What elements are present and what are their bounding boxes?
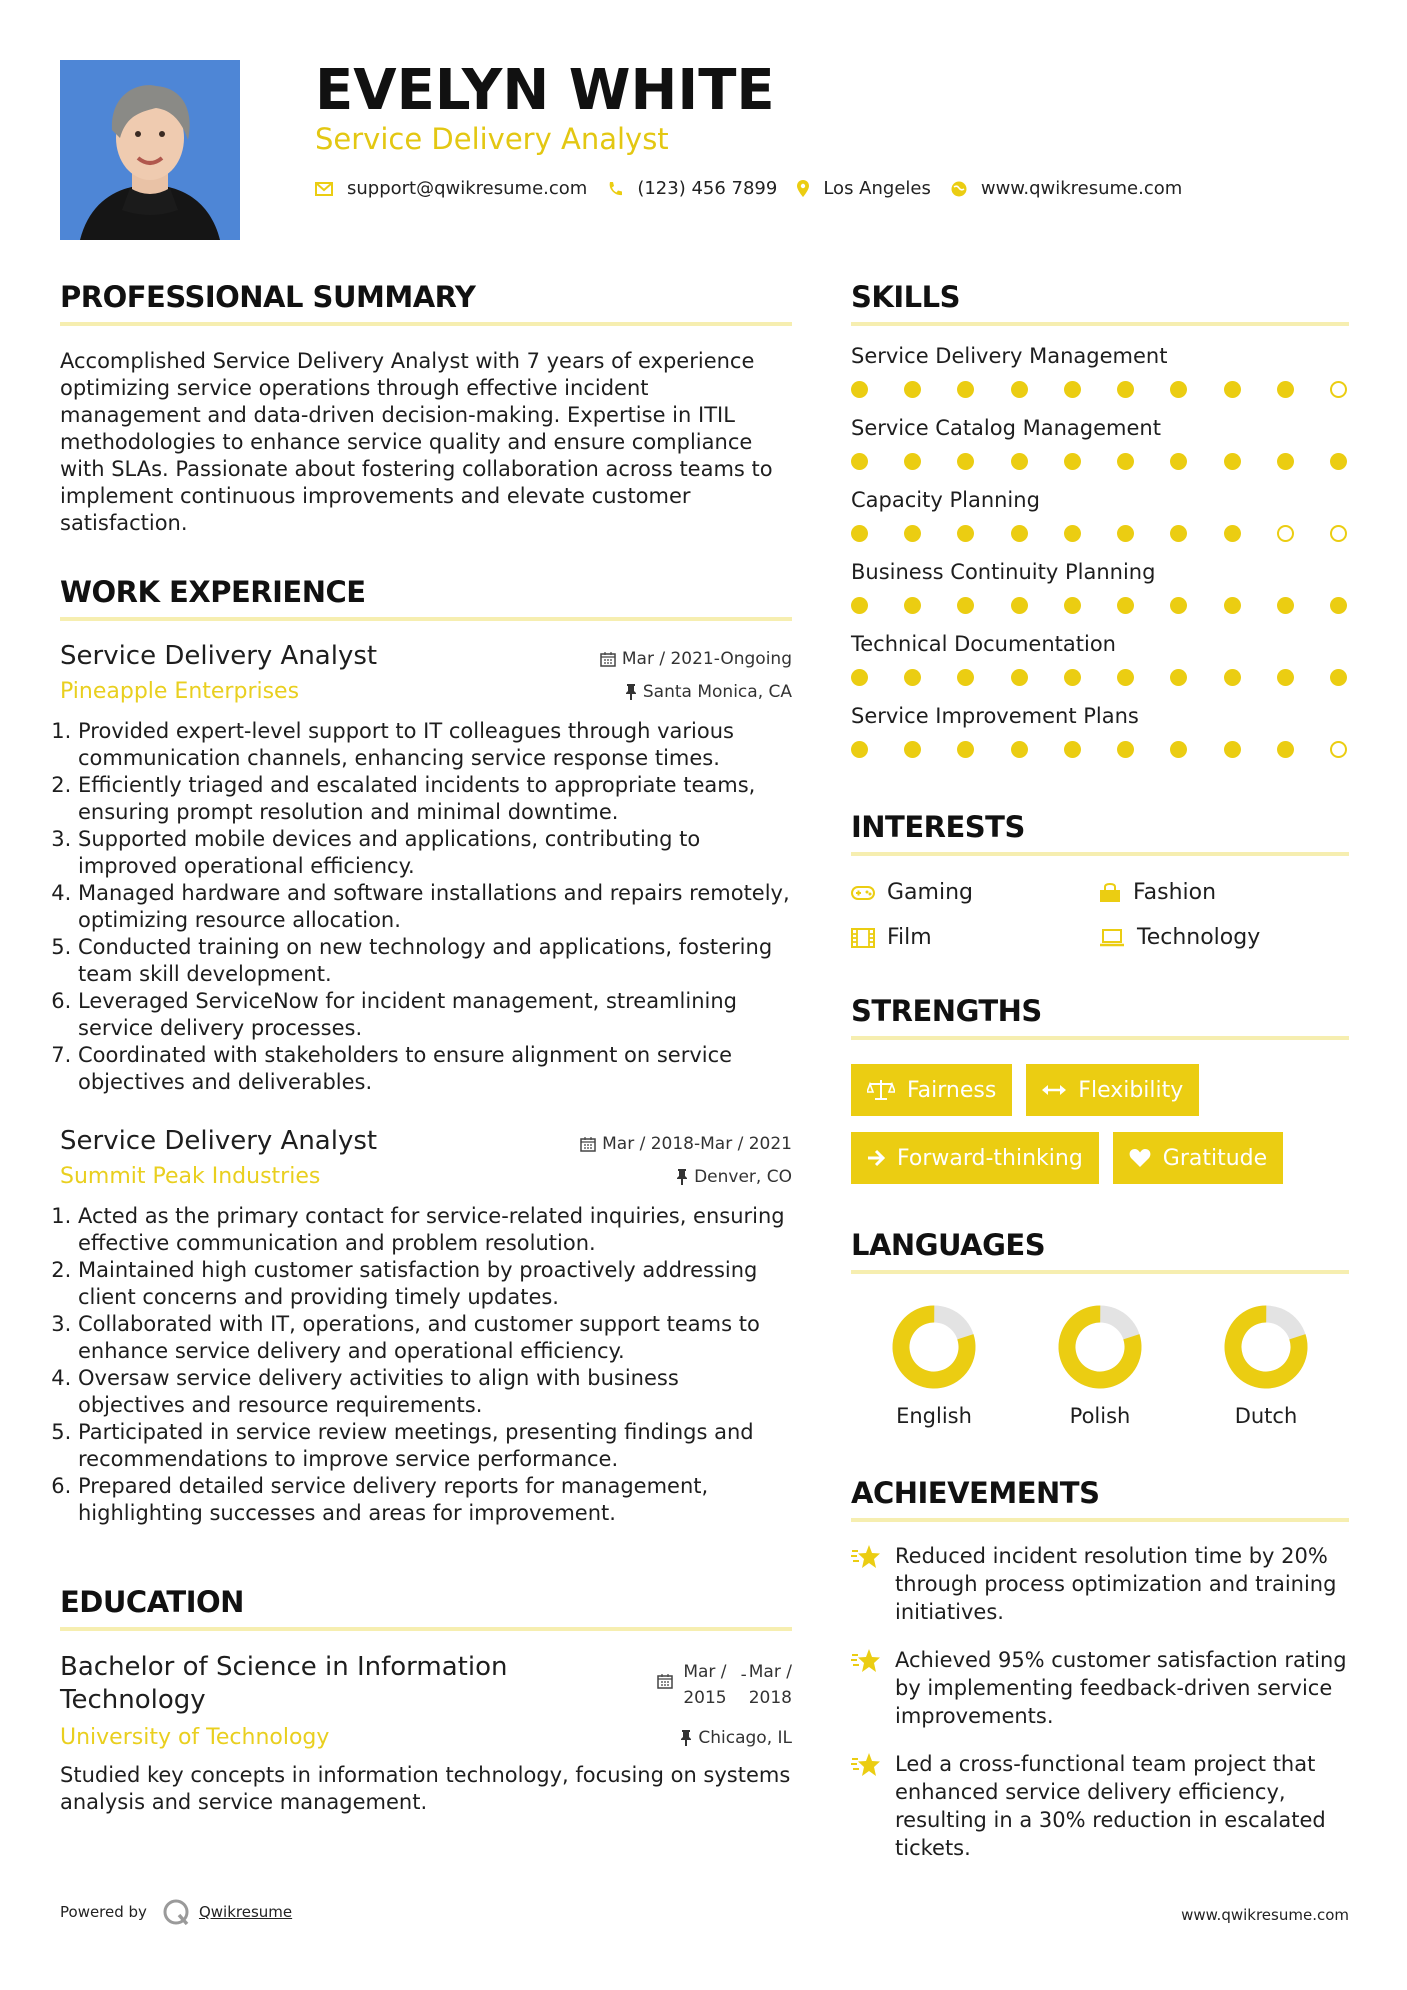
- rating-dot-empty: [1330, 525, 1347, 542]
- rating-dot-filled: [1224, 669, 1241, 686]
- strength-label: Forward-thinking: [897, 1145, 1083, 1171]
- rating-dot-empty: [1330, 741, 1347, 758]
- skill-name: Business Continuity Planning: [851, 560, 1156, 584]
- achievements-heading: ACHIEVEMENTS: [851, 1476, 1349, 1522]
- strengths-heading: STRENGTHS: [851, 994, 1349, 1040]
- contact-email[interactable]: [315, 178, 587, 199]
- rating-dot-filled: [1224, 381, 1241, 398]
- interest-label: Technology: [1137, 925, 1261, 950]
- language-item: [1017, 1304, 1183, 1428]
- rating-dot-filled: [1170, 381, 1187, 398]
- contact-bar: [315, 178, 1202, 199]
- rating-dot-filled: [1277, 453, 1294, 470]
- job-location-text: Santa Monica, CA: [642, 681, 792, 702]
- language-item: [851, 1304, 1017, 1428]
- rating-dot-filled: [904, 741, 921, 758]
- rating-dot-filled: [1170, 453, 1187, 470]
- pushpin-icon: [625, 684, 637, 700]
- bag-icon: [1099, 883, 1121, 903]
- rating-dot-filled: [1277, 381, 1294, 398]
- achievement-text: Achieved 95% customer satisfaction rating by implementing feedback-driven service improvements.: [895, 1648, 1347, 1728]
- interest-gaming: [851, 880, 1099, 905]
- language-item: [1183, 1304, 1349, 1428]
- achievement-text: Reduced incident resolution time by 20% through process optimization and training initiatives.: [895, 1544, 1337, 1624]
- strength-label: Gratitude: [1162, 1145, 1268, 1171]
- rating-dot-filled: [851, 597, 868, 614]
- achievement-item: [851, 1750, 1349, 1862]
- skill-name: Service Catalog Management: [851, 416, 1161, 440]
- profile-photo: [60, 60, 240, 240]
- languages-heading: LANGUAGES: [851, 1228, 1349, 1274]
- language-level-ring: [1057, 1304, 1143, 1390]
- rating-dot-filled: [904, 381, 921, 398]
- strength-tag: [851, 1132, 1099, 1184]
- contact-website-text: www.qwikresume.com: [980, 178, 1183, 199]
- strength-tag: [851, 1064, 1012, 1116]
- job-entry: [60, 1126, 792, 1527]
- edu-end-month: Mar /: [748, 1662, 792, 1682]
- rating-dot-filled: [1224, 597, 1241, 614]
- interests-grid: [851, 880, 1349, 950]
- job-location-text: Denver, CO: [694, 1166, 792, 1187]
- star-icon: [851, 1544, 881, 1570]
- interests-heading: INTERESTS: [851, 810, 1349, 856]
- rating-dot-filled: [1330, 597, 1347, 614]
- duty-item: 1. Acted as the primary contact for service-related inquiries, ensuring effective communication and problem resolution.: [78, 1203, 792, 1257]
- skill-name: Service Delivery Management: [851, 344, 1168, 368]
- skill-rating: [851, 525, 1347, 542]
- rating-dot-filled: [1170, 669, 1187, 686]
- rating-dot-filled: [957, 669, 974, 686]
- rating-dot-filled: [851, 453, 868, 470]
- edu-end-year: 2018: [748, 1688, 792, 1708]
- heart-icon: [1129, 1148, 1151, 1168]
- skill-row: [851, 704, 1349, 758]
- envelope-icon: [315, 182, 333, 196]
- rating-dot-filled: [1117, 597, 1134, 614]
- rating-dot-filled: [1117, 669, 1134, 686]
- company-name: Summit Peak Industries: [60, 1164, 321, 1189]
- duty-item: 6. Leveraged ServiceNow for incident management, streamlining service delivery processes.: [78, 988, 792, 1042]
- powered-by-label: Powered by: [60, 1903, 147, 1921]
- skill-row: [851, 488, 1349, 542]
- skill-row: [851, 560, 1349, 614]
- summary-heading: PROFESSIONAL SUMMARY: [60, 280, 792, 326]
- job-dates: [580, 1134, 792, 1154]
- company-name: Pineapple Enterprises: [60, 679, 300, 704]
- rating-dot-filled: [1277, 741, 1294, 758]
- rating-dot-filled: [1011, 453, 1028, 470]
- rating-dot-filled: [1330, 669, 1347, 686]
- calendar-icon: [580, 1136, 596, 1152]
- job-title: Service Delivery Analyst: [60, 641, 378, 671]
- education-entry: [60, 1651, 792, 1816]
- duty-item: 2. Maintained high customer satisfaction by proactively addressing client concerns and providing timely updates.: [78, 1257, 792, 1311]
- calendar-icon: [600, 651, 616, 667]
- rating-dot-filled: [957, 381, 974, 398]
- duty-list: [60, 718, 792, 1096]
- rating-dot-empty: [1330, 381, 1347, 398]
- job-entry: [60, 641, 792, 1096]
- skill-name: Service Improvement Plans: [851, 704, 1139, 728]
- contact-email-text: support@qwikresume.com: [347, 178, 588, 199]
- left-column: [60, 280, 792, 1816]
- skill-name: Capacity Planning: [851, 488, 1040, 512]
- strength-tag: [1113, 1132, 1283, 1184]
- rating-dot-filled: [904, 597, 921, 614]
- footer-site[interactable]: www.qwikresume.com: [1181, 1906, 1349, 1924]
- right-column: [851, 280, 1349, 1862]
- language-level-ring: [1223, 1304, 1309, 1390]
- rating-dot-filled: [1117, 381, 1134, 398]
- rating-dot-filled: [851, 741, 868, 758]
- strength-tag: [1026, 1064, 1199, 1116]
- duty-item: 2. Efficiently triaged and escalated incidents to appropriate teams, ensuring prompt resolution and minimal downtime.: [78, 772, 792, 826]
- rating-dot-filled: [957, 741, 974, 758]
- duty-item: 3. Collaborated with IT, operations, and customer support teams to enhance service delivery and operational efficiency.: [78, 1311, 792, 1365]
- contact-phone-text: (123) 456 7899: [637, 178, 778, 199]
- strength-label: Fairness: [907, 1077, 997, 1103]
- rating-dot-filled: [1064, 381, 1081, 398]
- job-title: Service Delivery Analyst: [60, 1126, 378, 1156]
- rating-dot-filled: [851, 669, 868, 686]
- rating-dot-filled: [1011, 669, 1028, 686]
- job-dates-text: Mar / 2018-Mar / 2021: [602, 1134, 792, 1154]
- rating-dot-filled: [1064, 525, 1081, 542]
- rating-dot-filled: [957, 453, 974, 470]
- duty-item: 7. Coordinated with stakeholders to ensure alignment on service objectives and deliverables.: [78, 1042, 792, 1096]
- school-name: University of Technology: [60, 1725, 330, 1750]
- language-name: Dutch: [1234, 1404, 1298, 1428]
- qwikresume-link[interactable]: Qwikresume: [198, 1903, 293, 1921]
- edu-date-sep: -: [740, 1665, 747, 1685]
- interest-film: [851, 925, 1099, 950]
- education-dates: [657, 1659, 792, 1711]
- duty-item: 5. Conducted training on new technology and applications, fostering team skill development.: [78, 934, 792, 988]
- skills-heading: SKILLS: [851, 280, 1349, 326]
- arrow-right-icon: [867, 1149, 885, 1167]
- education-text: Studied key concepts in information technology, focusing on systems analysis and service management.: [60, 1763, 791, 1814]
- skills-list: [851, 344, 1349, 758]
- strength-label: Flexibility: [1078, 1077, 1184, 1103]
- star-icon: [851, 1752, 881, 1778]
- skill-row: [851, 344, 1349, 398]
- contact-location-text: Los Angeles: [823, 178, 931, 199]
- rating-dot-filled: [957, 597, 974, 614]
- phone-icon: [607, 181, 623, 197]
- summary-text: Accomplished Service Delivery Analyst with 7 years of experience optimizing service operations through effective incident management and data-driven decision-making. Expertise in ITIL methodologies to enhance service quality and ensure compliance with SLAs. Passionate about fostering collaboration across teams to implement continuous improvements and elevate customer satisfaction.: [60, 349, 773, 535]
- skill-rating: [851, 381, 1347, 398]
- rating-dot-filled: [1064, 741, 1081, 758]
- achievement-item: [851, 1646, 1349, 1730]
- rating-dot-filled: [1011, 597, 1028, 614]
- rating-dot-filled: [1011, 525, 1028, 542]
- rating-dot-empty: [1277, 525, 1294, 542]
- achievement-item: [851, 1542, 1349, 1626]
- pushpin-icon: [680, 1730, 692, 1746]
- duty-list: [60, 1203, 792, 1527]
- education-heading: EDUCATION: [60, 1585, 792, 1631]
- skill-name: Technical Documentation: [851, 632, 1116, 656]
- laptop-icon: [1099, 929, 1125, 947]
- language-name: Polish: [1069, 1404, 1131, 1428]
- school-location: [680, 1728, 792, 1748]
- duty-item: 4. Oversaw service delivery activities to align with business objectives and resource requirements.: [78, 1365, 792, 1419]
- skill-rating: [851, 453, 1347, 470]
- candidate-name: EVELYN WHITE: [315, 58, 775, 123]
- contact-location: [797, 178, 931, 199]
- globe-icon: [951, 181, 967, 197]
- rating-dot-filled: [1064, 453, 1081, 470]
- rating-dot-filled: [1170, 741, 1187, 758]
- duty-item: 4. Managed hardware and software installations and repairs remotely, optimizing resource allocation.: [78, 880, 792, 934]
- rating-dot-filled: [1224, 525, 1241, 542]
- edu-start-month: Mar /: [683, 1662, 727, 1682]
- arrows-horizontal-icon: [1042, 1083, 1066, 1097]
- languages-list: [851, 1304, 1349, 1428]
- experience-heading: WORK EXPERIENCE: [60, 575, 792, 621]
- map-pin-icon: [797, 180, 809, 197]
- skill-row: [851, 416, 1349, 470]
- rating-dot-filled: [904, 525, 921, 542]
- contact-phone[interactable]: [607, 178, 777, 199]
- skill-rating: [851, 669, 1347, 686]
- job-dates: [600, 649, 792, 669]
- skill-rating: [851, 597, 1347, 614]
- rating-dot-filled: [1224, 453, 1241, 470]
- interest-label: Gaming: [887, 880, 973, 905]
- achievement-text: Led a cross-functional team project that enhanced service delivery efficiency, resulting in a 30% reduction in escalated tickets.: [895, 1752, 1326, 1860]
- contact-website[interactable]: [951, 178, 1182, 199]
- job-location: [676, 1167, 792, 1187]
- interest-label: Fashion: [1133, 880, 1217, 905]
- pushpin-icon: [676, 1169, 688, 1185]
- edu-start-year: 2015: [683, 1688, 727, 1708]
- rating-dot-filled: [1170, 525, 1187, 542]
- interest-technology: [1099, 925, 1347, 950]
- rating-dot-filled: [1117, 453, 1134, 470]
- rating-dot-filled: [1064, 669, 1081, 686]
- rating-dot-filled: [1117, 741, 1134, 758]
- language-name: English: [896, 1404, 972, 1428]
- film-icon: [851, 928, 875, 948]
- skill-rating: [851, 741, 1347, 758]
- duty-item: 1. Provided expert-level support to IT colleagues through various communication channels, enhancing service response times.: [78, 718, 792, 772]
- gamepad-icon: [851, 885, 875, 901]
- rating-dot-filled: [1064, 597, 1081, 614]
- language-level-ring: [891, 1304, 977, 1390]
- school-location-text: Chicago, IL: [698, 1727, 792, 1748]
- footer-powered: [60, 1897, 292, 1927]
- duty-item: 5. Participated in service review meetings, presenting findings and recommendations to improve service performance.: [78, 1419, 792, 1473]
- achievements-list: [851, 1542, 1349, 1862]
- rating-dot-filled: [904, 669, 921, 686]
- rating-dot-filled: [1224, 741, 1241, 758]
- rating-dot-filled: [957, 525, 974, 542]
- job-location: [625, 682, 792, 702]
- balance-scale-icon: [867, 1079, 895, 1101]
- duty-item: 6. Prepared detailed service delivery reports for management, highlighting successes and areas for improvement.: [78, 1473, 792, 1527]
- rating-dot-filled: [1117, 525, 1134, 542]
- duty-item: 3. Supported mobile devices and applications, contributing to improved operational efficiency.: [78, 826, 792, 880]
- calendar-icon: [657, 1673, 673, 1689]
- rating-dot-filled: [1011, 381, 1028, 398]
- star-icon: [851, 1648, 881, 1674]
- rating-dot-filled: [1011, 741, 1028, 758]
- rating-dot-filled: [851, 525, 868, 542]
- job-dates-text: Mar / 2021-Ongoing: [621, 649, 792, 669]
- rating-dot-filled: [851, 381, 868, 398]
- degree-title: Bachelor of Science in Information Technology: [60, 1652, 508, 1715]
- rating-dot-filled: [1277, 597, 1294, 614]
- strengths-tags: [851, 1064, 1349, 1200]
- candidate-role: Service Delivery Analyst: [315, 122, 669, 156]
- rating-dot-filled: [1330, 453, 1347, 470]
- interest-fashion: [1099, 880, 1347, 905]
- skill-row: [851, 632, 1349, 686]
- interest-label: Film: [887, 925, 932, 950]
- rating-dot-filled: [1170, 597, 1187, 614]
- rating-dot-filled: [1277, 669, 1294, 686]
- qwikresume-logo-icon: [161, 1897, 191, 1927]
- rating-dot-filled: [904, 453, 921, 470]
